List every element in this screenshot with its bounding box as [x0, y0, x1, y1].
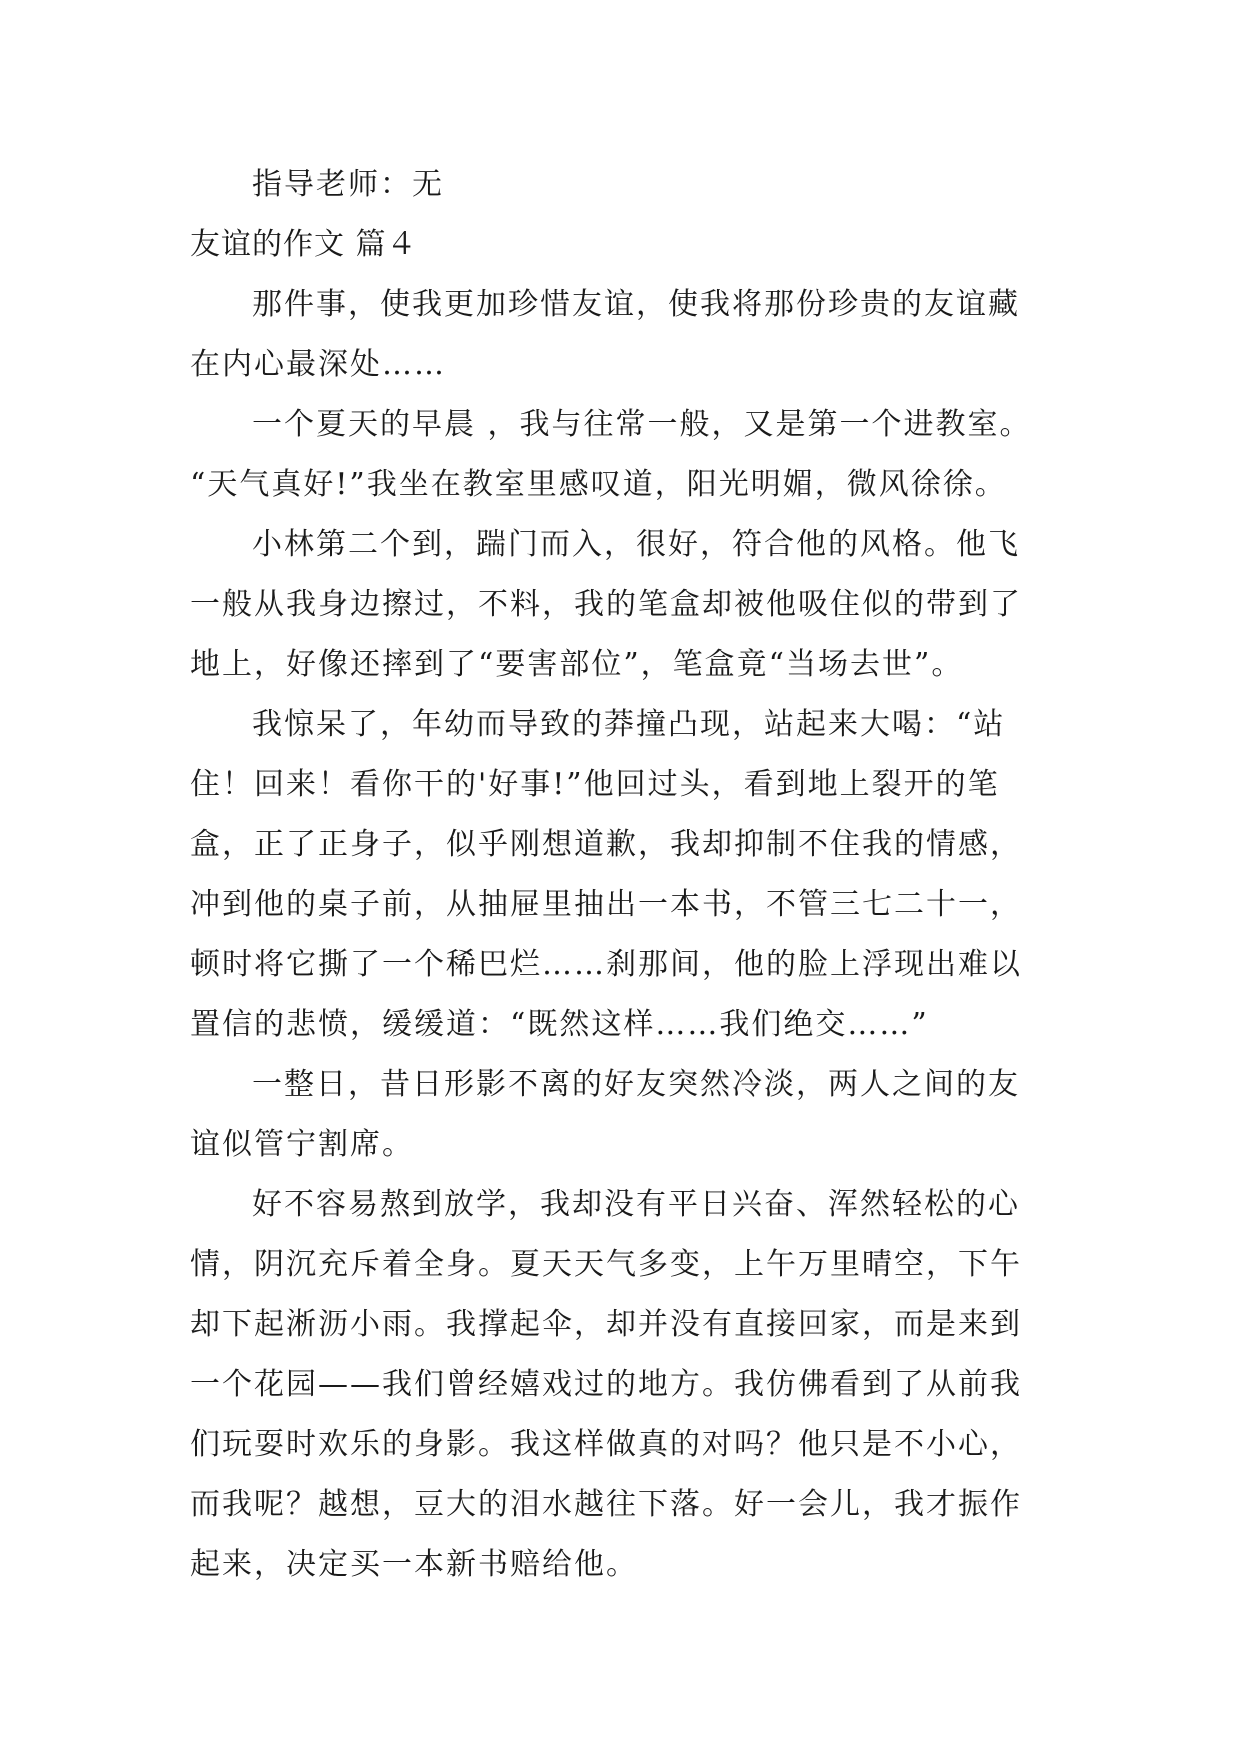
text-line: 那件事，使我更加珍惜友谊，使我将那份珍贵的友谊藏 [252, 287, 1020, 322]
text-line: 好不容易熬到放学，我却没有平日兴奋、浑然轻松的心 [252, 1187, 1020, 1222]
text-line: 而我呢？越想，豆大的泪水越往下落。好一会儿，我才振作 [190, 1487, 1022, 1522]
text-line: 情，阴沉充斥着全身。夏天天气多变，上午万里晴空，下午 [190, 1247, 1022, 1282]
text-line: 置信的悲愤，缓缓道：“既然这样……我们绝交……” [190, 1007, 929, 1042]
text-line: 冲到他的桌子前，从抽屉里抽出一本书，不管三七二十一， [190, 887, 1022, 922]
text-line: 小林第二个到，踹门而入，很好，符合他的风格。他飞 [252, 527, 1020, 562]
text-line: 一般从我身边擦过，不料，我的笔盒却被他吸住似的带到了 [190, 587, 1022, 622]
text-line: 我惊呆了，年幼而导致的莽撞凸现，站起来大喝：“站 [252, 707, 1006, 742]
essay-title: 友谊的作文 篇４ [190, 227, 418, 262]
advisor-line: 指导老师：无 [252, 167, 444, 202]
text-line: 一整日，昔日形影不离的好友突然冷淡，两人之间的友 [252, 1067, 1020, 1102]
text-line: 们玩耍时欢乐的身影。我这样做真的对吗？他只是不小心， [190, 1427, 1022, 1462]
text-line: 地上，好像还摔到了“要害部位”，笔盒竟“当场去世”。 [190, 647, 964, 682]
text-line: 在内心最深处…… [190, 347, 446, 382]
text-line: 顿时将它撕了一个稀巴烂……刹那间，他的脸上浮现出难以 [190, 947, 1022, 982]
text-line: 却下起淅沥小雨。我撑起伞，却并没有直接回家，而是来到 [190, 1307, 1022, 1342]
text-line: 盒，正了正身子，似乎刚想道歉，我却抑制不住我的情感， [190, 827, 1022, 862]
text-line: 住！回来！看你干的'好事!”他回过头，看到地上裂开的笔 [190, 767, 1000, 802]
text-line: 一个夏天的早晨 ，我与往常一般，又是第一个进教室。 [252, 407, 1032, 442]
text-line: “天气真好!”我坐在教室里感叹道，阳光明媚，微风徐徐。 [190, 467, 1007, 502]
text-line: 起来，决定买一本新书赔给他。 [190, 1547, 638, 1582]
text-line: 谊似管宁割席。 [190, 1127, 414, 1162]
text-line: 一个花园——我们曾经嬉戏过的地方。我仿佛看到了从前我 [190, 1367, 1022, 1402]
